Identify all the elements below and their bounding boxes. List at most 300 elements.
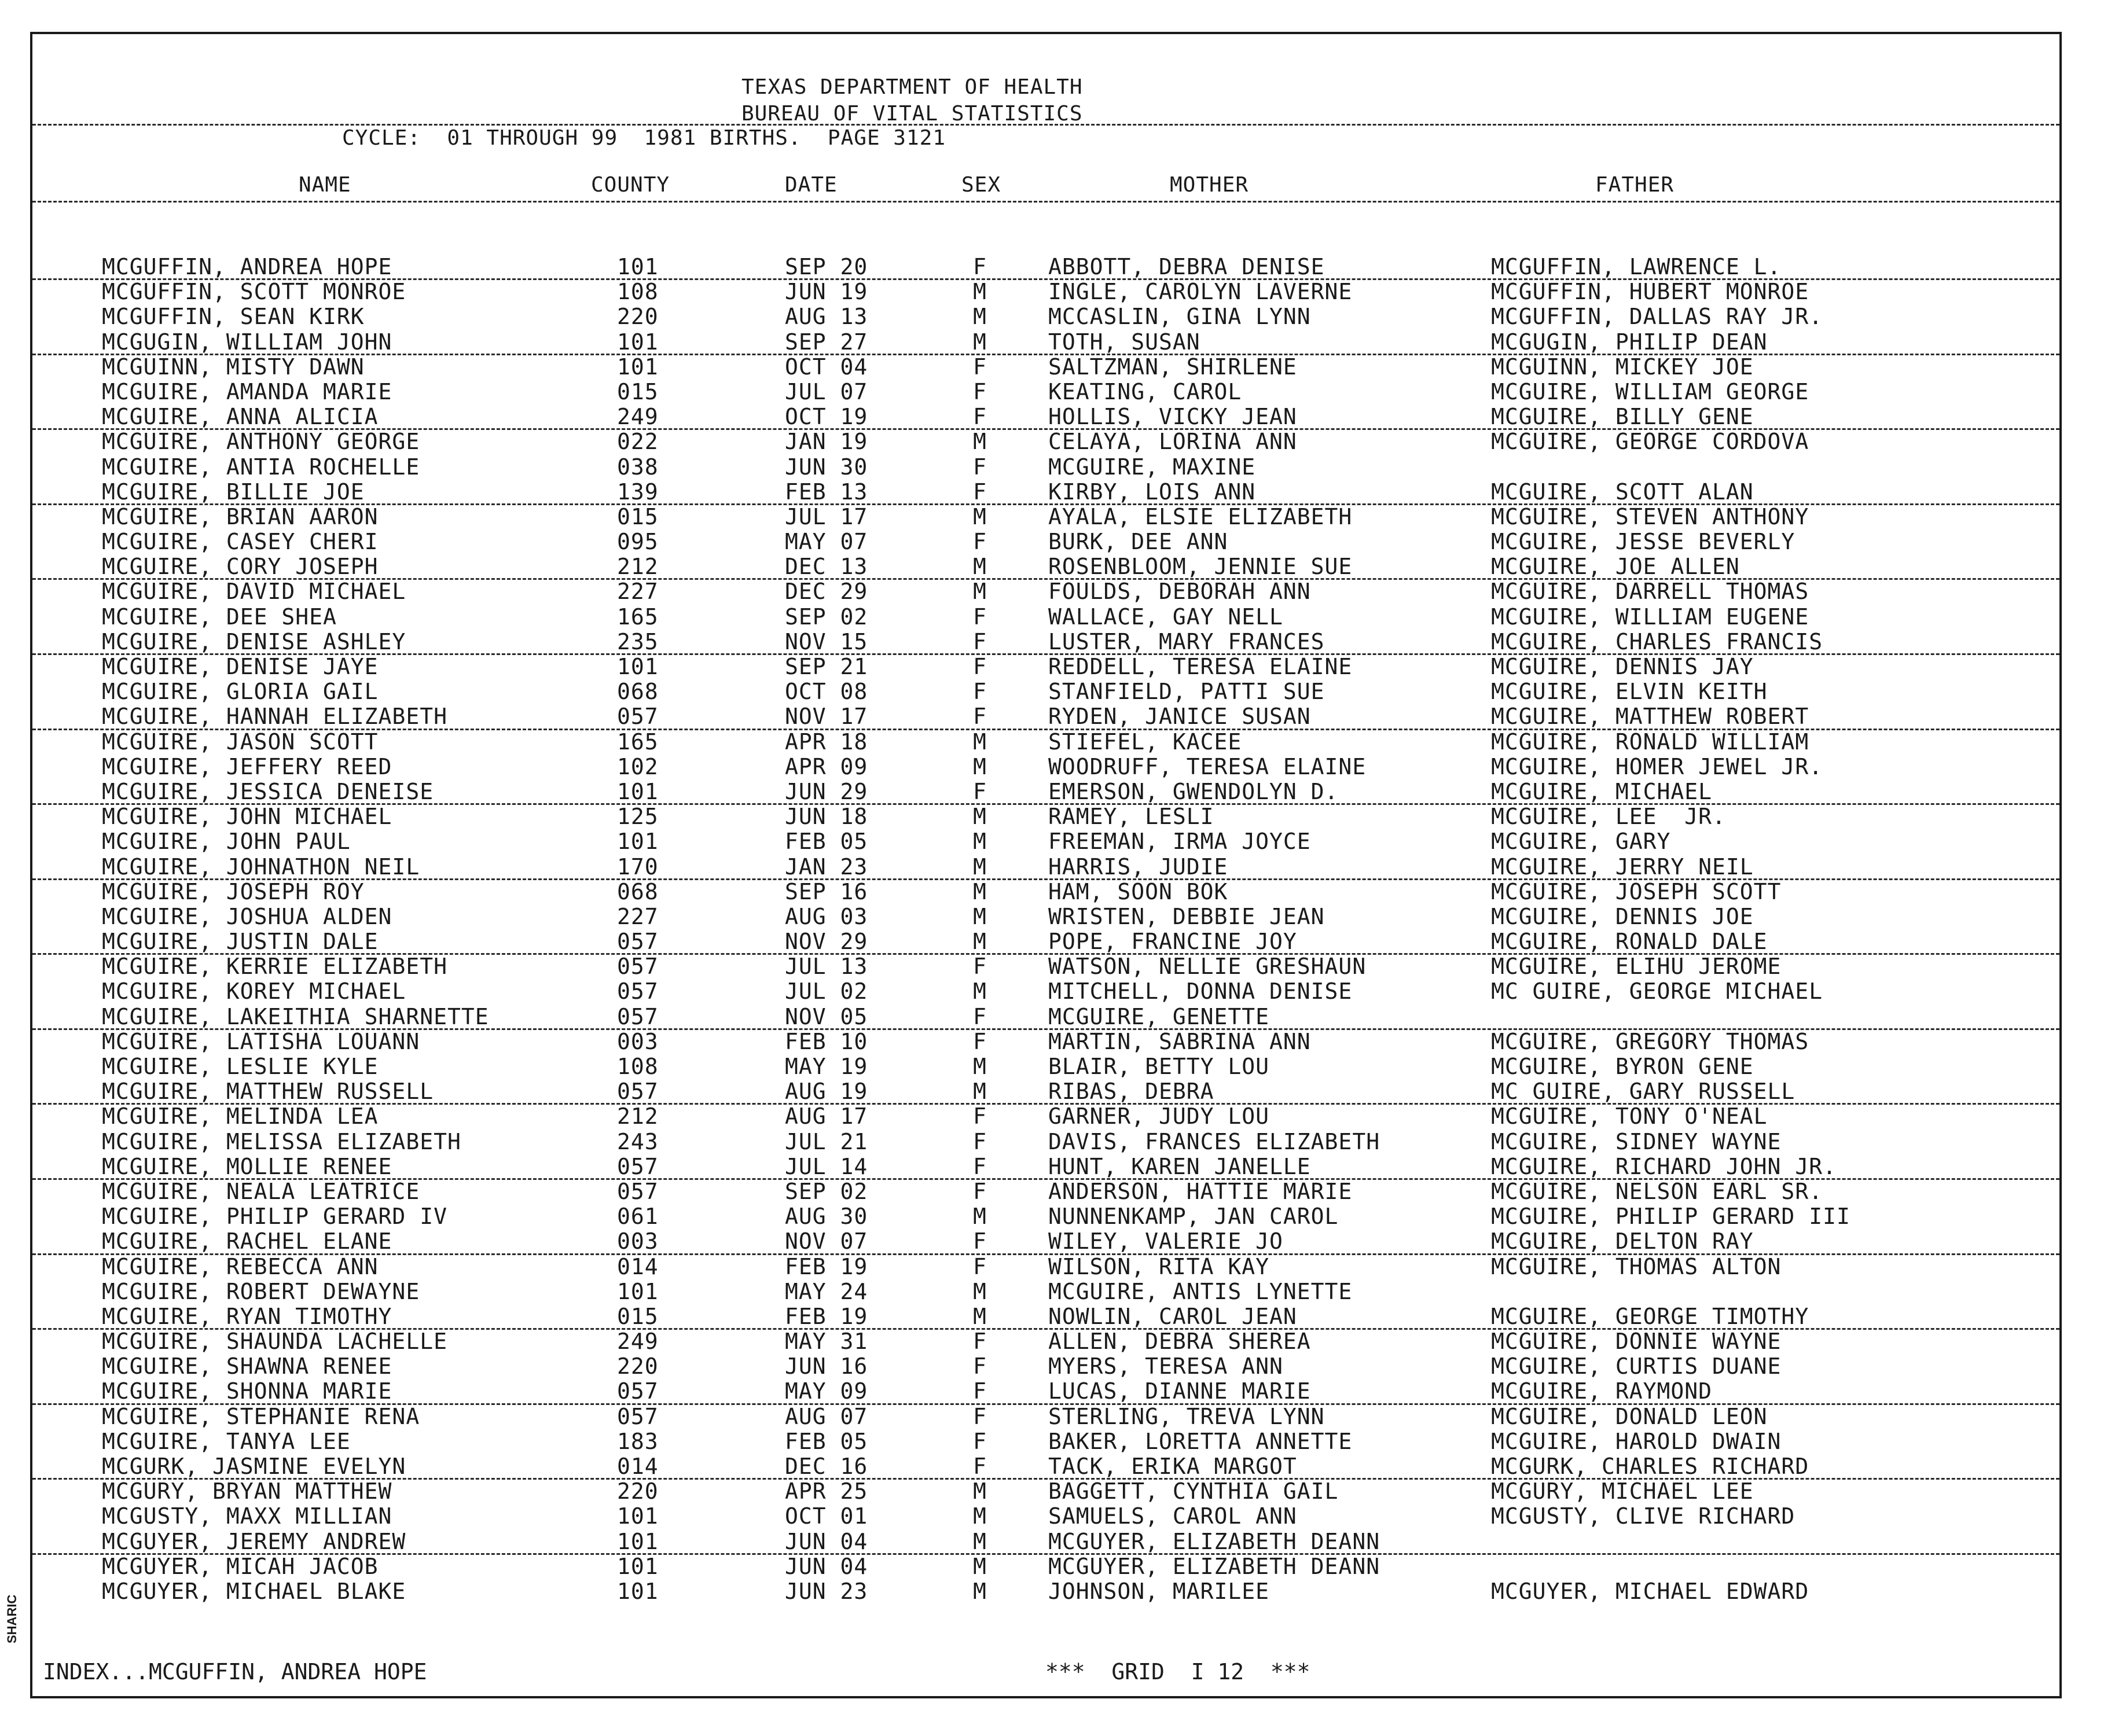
birth-records-table <box>32 255 2059 1605</box>
cell-name: MCGUIRE, KERRIE ELIZABETH <box>102 954 447 980</box>
cell-county: 057 <box>617 954 659 980</box>
cell-sex: F <box>973 1229 987 1255</box>
cell-name: MCGUGIN, WILLIAM JOHN <box>102 329 392 355</box>
cell-county: 057 <box>617 1153 659 1179</box>
cell-date: FEB 10 <box>785 1028 868 1054</box>
cell-sex: M <box>973 1553 987 1579</box>
cell-mother: NOWLIN, CAROL JEAN <box>1048 1303 1297 1329</box>
cell-date: JUN 04 <box>785 1553 868 1579</box>
cell-mother: DAVIS, FRANCES ELIZABETH <box>1048 1128 1380 1154</box>
table-row <box>32 1230 2059 1255</box>
cell-date: JUN 18 <box>785 804 868 830</box>
cell-father: MCGUIRE, DENNIS JAY <box>1491 654 1754 679</box>
cell-name: MCGUIRE, DENISE ASHLEY <box>102 628 406 654</box>
cell-date: JUL 14 <box>785 1153 868 1179</box>
cell-name: MCGUIRE, DEE SHEA <box>102 604 337 630</box>
cell-sex: M <box>973 1079 987 1105</box>
cell-county: 057 <box>617 929 659 955</box>
cell-date: AUG 03 <box>785 903 868 929</box>
cell-county: 095 <box>617 529 659 555</box>
cell-sex: F <box>973 1153 987 1179</box>
table-row <box>32 505 2059 530</box>
cell-sex: F <box>973 254 987 279</box>
table-row <box>32 1455 2059 1480</box>
cell-name: MCGUIRE, LAKEITHIA SHARNETTE <box>102 1003 489 1029</box>
cell-sex: F <box>973 404 987 430</box>
cell-mother: BAGGETT, CYNTHIA GAIL <box>1048 1478 1339 1505</box>
cell-county: 003 <box>617 1028 659 1054</box>
cell-sex: F <box>973 604 987 630</box>
cell-father: MCGUIRE, CHARLES FRANCIS <box>1491 628 1823 654</box>
cell-county: 125 <box>617 804 659 830</box>
table-row <box>32 855 2059 880</box>
cell-mother: HUNT, KAREN JANELLE <box>1048 1153 1311 1179</box>
cell-name: MCGUIRE, MELISSA ELIZABETH <box>102 1128 461 1154</box>
cell-name: MCGUYER, MICHAEL BLAKE <box>102 1578 406 1604</box>
cell-county: 101 <box>617 254 659 279</box>
table-row <box>32 980 2059 1005</box>
ledger-page <box>30 32 2062 1698</box>
footer-grid: *** GRID I 12 *** <box>1045 1659 1310 1684</box>
cell-name: MCGUIRE, LATISHA LOUANN <box>102 1028 420 1054</box>
cell-mother: TACK, ERIKA MARGOT <box>1048 1454 1297 1479</box>
cell-mother: MCGUIRE, ANTIS LYNETTE <box>1048 1278 1353 1304</box>
cell-name: MCGUIRE, PHILIP GERARD IV <box>102 1204 447 1230</box>
cell-county: 057 <box>617 1003 659 1029</box>
table-row <box>32 905 2059 930</box>
cell-sex: M <box>973 1478 987 1505</box>
cell-name: MCGUIRE, DAVID MICHAEL <box>102 579 406 605</box>
cell-father: MCGUIRE, BYRON GENE <box>1491 1054 1754 1079</box>
cell-mother: MYERS, TERESA ANN <box>1048 1354 1283 1380</box>
cell-name: MCGUFFIN, SCOTT MONROE <box>102 279 406 305</box>
column-header-mother: MOTHER <box>1170 173 1249 197</box>
cell-sex: M <box>973 1278 987 1304</box>
cell-father: MCGUIRE, RONALD DALE <box>1491 929 1768 955</box>
cell-father: MCGUIRE, HOMER JEWEL JR. <box>1491 753 1823 779</box>
cell-date: MAY 19 <box>785 1054 868 1079</box>
cell-name: MCGUIRE, CASEY CHERI <box>102 529 379 555</box>
table-row <box>32 330 2059 355</box>
cell-sex: F <box>973 1178 987 1204</box>
cell-mother: ROSENBLOOM, JENNIE SUE <box>1048 554 1353 580</box>
cell-county: 022 <box>617 429 659 455</box>
cell-county: 220 <box>617 1478 659 1505</box>
cell-sex: M <box>973 429 987 455</box>
cell-mother: HOLLIS, VICKY JEAN <box>1048 404 1297 430</box>
cell-father: MCGUSTY, CLIVE RICHARD <box>1491 1503 1795 1529</box>
cell-date: SEP 16 <box>785 878 868 904</box>
cell-date: DEC 13 <box>785 554 868 580</box>
cell-date: SEP 02 <box>785 604 868 630</box>
cell-name: MCGUIRE, JOSEPH ROY <box>102 878 365 904</box>
cell-mother: ANDERSON, HATTIE MARIE <box>1048 1178 1353 1204</box>
cell-sex: M <box>973 979 987 1005</box>
cell-mother: MCCASLIN, GINA LYNN <box>1048 304 1311 330</box>
cell-father: MCGUFFIN, DALLAS RAY JR. <box>1491 304 1823 330</box>
cell-county: 170 <box>617 854 659 880</box>
cell-father: MCGUIRE, CURTIS DUANE <box>1491 1354 1782 1380</box>
cell-date: OCT 04 <box>785 354 868 380</box>
table-row <box>32 1180 2059 1205</box>
cell-county: 101 <box>617 1528 659 1554</box>
cycle-line: CYCLE: 01 THROUGH 99 1981 BIRTHS. PAGE 3121 <box>342 126 946 150</box>
cell-date: NOV 15 <box>785 628 868 654</box>
cell-county: 057 <box>617 1403 659 1429</box>
header-line-2: BUREAU OF VITAL STATISTICS <box>741 102 1083 126</box>
cell-mother: MCGUYER, ELIZABETH DEANN <box>1048 1528 1380 1554</box>
table-row <box>32 1505 2059 1529</box>
cell-name: MCGUSTY, MAXX MILLIAN <box>102 1503 392 1529</box>
cell-father: MCGUIRE, DONNIE WAYNE <box>1491 1329 1782 1355</box>
cell-county: 212 <box>617 1104 659 1130</box>
cell-sex: M <box>973 929 987 955</box>
cell-mother: BURK, DEE ANN <box>1048 529 1228 555</box>
table-row <box>32 955 2059 980</box>
cell-date: JUL 07 <box>785 378 868 404</box>
cell-sex: M <box>973 304 987 330</box>
cell-date: AUG 30 <box>785 1204 868 1230</box>
cell-date: APR 09 <box>785 753 868 779</box>
cell-date: FEB 13 <box>785 479 868 505</box>
table-row <box>32 1530 2059 1555</box>
cell-name: MCGURK, JASMINE EVELYN <box>102 1454 406 1479</box>
cell-mother: STIEFEL, KACEE <box>1048 729 1242 755</box>
cell-date: JUN 04 <box>785 1528 868 1554</box>
table-row <box>32 1355 2059 1380</box>
cell-date: JUN 30 <box>785 454 868 480</box>
cell-father: MCGUIRE, WILLIAM GEORGE <box>1491 378 1809 404</box>
cell-father: MCGUIRE, MATTHEW ROBERT <box>1491 704 1809 730</box>
cell-mother: ALLEN, DEBRA SHEREA <box>1048 1329 1311 1355</box>
cell-mother: REDDELL, TERESA ELAINE <box>1048 654 1353 679</box>
cell-father: MCGUFFIN, LAWRENCE L. <box>1491 254 1782 279</box>
cell-sex: F <box>973 1253 987 1279</box>
cell-sex: M <box>973 1303 987 1329</box>
cell-father: MCGUIRE, JERRY NEIL <box>1491 854 1754 880</box>
cell-county: 061 <box>617 1204 659 1230</box>
cell-mother: BAKER, LORETTA ANNETTE <box>1048 1428 1353 1454</box>
cell-county: 227 <box>617 579 659 605</box>
cell-date: JUN 23 <box>785 1578 868 1604</box>
cell-date: JUL 02 <box>785 979 868 1005</box>
cell-date: SEP 21 <box>785 654 868 679</box>
table-row <box>32 755 2059 780</box>
cell-date: JUN 19 <box>785 279 868 305</box>
cell-county: 108 <box>617 279 659 305</box>
cell-date: AUG 17 <box>785 1104 868 1130</box>
cell-sex: F <box>973 529 987 555</box>
cell-mother: NUNNENKAMP, JAN CAROL <box>1048 1204 1339 1230</box>
cell-date: AUG 19 <box>785 1079 868 1105</box>
cell-father: MCGUIRE, SCOTT ALAN <box>1491 479 1754 505</box>
table-row <box>32 805 2059 830</box>
table-row <box>32 1555 2059 1580</box>
cell-father: MCGUIRE, RAYMOND <box>1491 1378 1713 1404</box>
cell-name: MCGUIRE, JOHN MICHAEL <box>102 804 392 830</box>
column-header-date: DATE <box>785 173 838 197</box>
table-row <box>32 1380 2059 1404</box>
cell-name: MCGUIRE, GLORIA GAIL <box>102 679 379 705</box>
cell-father: MCGUIRE, RONALD WILLIAM <box>1491 729 1809 755</box>
cell-name: MCGUIRE, TANYA LEE <box>102 1428 351 1454</box>
cell-county: 003 <box>617 1229 659 1255</box>
cell-mother: STANFIELD, PATTI SUE <box>1048 679 1325 705</box>
cell-date: APR 18 <box>785 729 868 755</box>
cell-county: 014 <box>617 1253 659 1279</box>
table-row <box>32 1580 2059 1605</box>
table-row <box>32 480 2059 505</box>
cell-date: AUG 13 <box>785 304 868 330</box>
cell-date: JAN 23 <box>785 854 868 880</box>
cell-father: MCGURY, MICHAEL LEE <box>1491 1478 1754 1505</box>
cell-county: 220 <box>617 1354 659 1380</box>
column-header-rule <box>32 201 2059 203</box>
cell-sex: M <box>973 804 987 830</box>
cell-mother: FOULDS, DEBORAH ANN <box>1048 579 1311 605</box>
cell-sex: M <box>973 503 987 529</box>
cell-name: MCGUIRE, BRIAN AARON <box>102 503 379 529</box>
cell-name: MCGUIRE, ANTIA ROCHELLE <box>102 454 420 480</box>
cell-date: SEP 02 <box>785 1178 868 1204</box>
cell-mother: SALTZMAN, SHIRLENE <box>1048 354 1297 380</box>
table-row <box>32 1055 2059 1080</box>
cell-name: MCGUIRE, ANNA ALICIA <box>102 404 379 430</box>
cell-sex: M <box>973 329 987 355</box>
cell-county: 101 <box>617 329 659 355</box>
cell-county: 057 <box>617 1378 659 1404</box>
cell-mother: CELAYA, LORINA ANN <box>1048 429 1297 455</box>
cell-name: MCGUIRE, MOLLIE RENEE <box>102 1153 392 1179</box>
table-row <box>32 930 2059 955</box>
cell-date: MAY 24 <box>785 1278 868 1304</box>
table-row <box>32 1330 2059 1355</box>
table-row <box>32 630 2059 655</box>
table-row <box>32 1080 2059 1105</box>
cell-father: MCGUGIN, PHILIP DEAN <box>1491 329 1768 355</box>
cell-county: 015 <box>617 1303 659 1329</box>
cell-county: 243 <box>617 1128 659 1154</box>
cell-father: MCGUIRE, JOE ALLEN <box>1491 554 1740 580</box>
cell-county: 068 <box>617 679 659 705</box>
cell-county: 220 <box>617 304 659 330</box>
cell-mother: MCGUIRE, MAXINE <box>1048 454 1256 480</box>
cell-mother: MITCHELL, DONNA DENISE <box>1048 979 1353 1005</box>
cell-county: 057 <box>617 1079 659 1105</box>
cell-county: 101 <box>617 1553 659 1579</box>
table-row <box>32 1105 2059 1130</box>
cell-sex: M <box>973 729 987 755</box>
cell-county: 235 <box>617 628 659 654</box>
cell-sex: F <box>973 1028 987 1054</box>
cell-sex: F <box>973 778 987 804</box>
cell-father: MCGUIRE, BILLY GENE <box>1491 404 1754 430</box>
cell-mother: WATSON, NELLIE GRESHAUN <box>1048 954 1367 980</box>
cell-father: MCGUIRE, GEORGE CORDOVA <box>1491 429 1809 455</box>
cell-sex: M <box>973 1054 987 1079</box>
cell-county: 249 <box>617 1329 659 1355</box>
cell-sex: F <box>973 1003 987 1029</box>
cell-mother: INGLE, CAROLYN LAVERNE <box>1048 279 1353 305</box>
table-row <box>32 1005 2059 1030</box>
cell-father: MCGUINN, MICKEY JOE <box>1491 354 1754 380</box>
cell-sex: F <box>973 354 987 380</box>
cell-date: MAY 09 <box>785 1378 868 1404</box>
cell-sex: F <box>973 479 987 505</box>
cell-mother: WILSON, RITA KAY <box>1048 1253 1270 1279</box>
cell-father: MCGUIRE, MICHAEL <box>1491 778 1713 804</box>
table-row <box>32 430 2059 455</box>
cell-sex: M <box>973 753 987 779</box>
cell-name: MCGUIRE, SHAWNA RENEE <box>102 1354 392 1380</box>
cell-mother: GARNER, JUDY LOU <box>1048 1104 1270 1130</box>
cell-sex: F <box>973 1354 987 1380</box>
cell-sex: F <box>973 1403 987 1429</box>
cell-sex: F <box>973 1378 987 1404</box>
cell-county: 101 <box>617 778 659 804</box>
cell-father: MCGUIRE, WILLIAM EUGENE <box>1491 604 1809 630</box>
cell-father: MCGUIRE, PHILIP GERARD III <box>1491 1204 1850 1230</box>
table-row <box>32 305 2059 330</box>
cell-date: FEB 05 <box>785 829 868 855</box>
cell-sex: F <box>973 954 987 980</box>
cell-county: 068 <box>617 878 659 904</box>
table-row <box>32 1280 2059 1305</box>
cell-father: MCGUIRE, DONALD LEON <box>1491 1403 1768 1429</box>
cell-sex: F <box>973 1104 987 1130</box>
cell-sex: M <box>973 903 987 929</box>
cell-date: JAN 19 <box>785 429 868 455</box>
cell-sex: F <box>973 1329 987 1355</box>
cell-sex: F <box>973 679 987 705</box>
cell-sex: F <box>973 454 987 480</box>
table-row <box>32 255 2059 280</box>
cell-father: MCGUFFIN, HUBERT MONROE <box>1491 279 1809 305</box>
cell-sex: M <box>973 279 987 305</box>
cell-name: MCGUIRE, ANTHONY GEORGE <box>102 429 420 455</box>
cell-county: 015 <box>617 378 659 404</box>
cell-father: MCGUIRE, GEORGE TIMOTHY <box>1491 1303 1809 1329</box>
table-row <box>32 1130 2059 1155</box>
cell-name: MCGUIRE, AMANDA MARIE <box>102 378 392 404</box>
cell-mother: EMERSON, GWENDOLYN D. <box>1048 778 1339 804</box>
cell-sex: M <box>973 1503 987 1529</box>
header-line-1: TEXAS DEPARTMENT OF HEALTH <box>741 75 1083 99</box>
cell-county: 212 <box>617 554 659 580</box>
table-row <box>32 830 2059 855</box>
cell-father: MCGUIRE, JESSE BEVERLY <box>1491 529 1795 555</box>
cell-date: NOV 29 <box>785 929 868 955</box>
cell-date: JUN 16 <box>785 1354 868 1380</box>
cell-name: MCGUIRE, RACHEL ELANE <box>102 1229 392 1255</box>
table-row <box>32 605 2059 630</box>
cell-sex: M <box>973 854 987 880</box>
cell-mother: WOODRUFF, TERESA ELAINE <box>1048 753 1367 779</box>
cell-date: JUL 13 <box>785 954 868 980</box>
cell-mother: STERLING, TREVA LYNN <box>1048 1403 1325 1429</box>
table-row <box>32 455 2059 480</box>
cell-county: 101 <box>617 1578 659 1604</box>
cell-date: APR 25 <box>785 1478 868 1505</box>
cell-mother: TOTH, SUSAN <box>1048 329 1200 355</box>
cell-name: MCGUIRE, JUSTIN DALE <box>102 929 379 955</box>
cell-date: OCT 08 <box>785 679 868 705</box>
table-row <box>32 655 2059 680</box>
cell-date: JUN 29 <box>785 778 868 804</box>
cell-sex: F <box>973 378 987 404</box>
cell-father: MCGUIRE, SIDNEY WAYNE <box>1491 1128 1782 1154</box>
cell-sex: F <box>973 704 987 730</box>
table-row <box>32 530 2059 555</box>
cell-date: AUG 07 <box>785 1403 868 1429</box>
cell-county: 057 <box>617 1178 659 1204</box>
cell-name: MCGUIRE, CORY JOSEPH <box>102 554 379 580</box>
table-row <box>32 580 2059 605</box>
cell-mother: MCGUYER, ELIZABETH DEANN <box>1048 1553 1380 1579</box>
cell-name: MCGUIRE, SHAUNDA LACHELLE <box>102 1329 447 1355</box>
table-row <box>32 705 2059 730</box>
cell-mother: WALLACE, GAY NELL <box>1048 604 1283 630</box>
cell-name: MCGUIRE, LESLIE KYLE <box>102 1054 379 1079</box>
cell-father: MCGUIRE, THOMAS ALTON <box>1491 1253 1782 1279</box>
cell-father: MCGUIRE, STEVEN ANTHONY <box>1491 503 1809 529</box>
table-row <box>32 1155 2059 1180</box>
cell-date: FEB 19 <box>785 1303 868 1329</box>
cell-mother: POPE, FRANCINE JOY <box>1048 929 1297 955</box>
cell-name: MCGUIRE, JASON SCOTT <box>102 729 379 755</box>
cell-county: 014 <box>617 1454 659 1479</box>
cell-name: MCGUIRE, NEALA LEATRICE <box>102 1178 420 1204</box>
table-row <box>32 1480 2059 1505</box>
cell-name: MCGUFFIN, ANDREA HOPE <box>102 254 392 279</box>
cell-date: FEB 19 <box>785 1253 868 1279</box>
cell-mother: BLAIR, BETTY LOU <box>1048 1054 1270 1079</box>
cell-date: OCT 01 <box>785 1503 868 1529</box>
cell-mother: HAM, SOON BOK <box>1048 878 1228 904</box>
cell-sex: F <box>973 1128 987 1154</box>
cell-father: MCGUIRE, HAROLD DWAIN <box>1491 1428 1782 1454</box>
cell-county: 101 <box>617 829 659 855</box>
cell-mother: RYDEN, JANICE SUSAN <box>1048 704 1311 730</box>
cell-sex: M <box>973 829 987 855</box>
cell-sex: F <box>973 1428 987 1454</box>
cell-father: MCGUIRE, JOSEPH SCOTT <box>1491 878 1782 904</box>
table-row <box>32 680 2059 705</box>
cell-father: MCGUIRE, ELVIN KEITH <box>1491 679 1768 705</box>
cell-father: MCGUIRE, DARRELL THOMAS <box>1491 579 1809 605</box>
cell-date: MAY 31 <box>785 1329 868 1355</box>
cell-county: 015 <box>617 503 659 529</box>
cell-mother: FREEMAN, IRMA JOYCE <box>1048 829 1311 855</box>
cell-name: MCGUFFIN, SEAN KIRK <box>102 304 365 330</box>
table-row <box>32 380 2059 405</box>
cell-sex: F <box>973 1454 987 1479</box>
cell-name: MCGUINN, MISTY DAWN <box>102 354 365 380</box>
cell-sex: F <box>973 628 987 654</box>
cell-name: MCGUIRE, STEPHANIE RENA <box>102 1403 420 1429</box>
table-row <box>32 555 2059 580</box>
cell-sex: M <box>973 1204 987 1230</box>
table-row <box>32 355 2059 380</box>
cell-county: 101 <box>617 354 659 380</box>
cell-sex: M <box>973 878 987 904</box>
cell-date: MAY 07 <box>785 529 868 555</box>
cell-date: JUL 17 <box>785 503 868 529</box>
cell-mother: HARRIS, JUDIE <box>1048 854 1228 880</box>
table-row <box>32 405 2059 430</box>
cell-name: MCGUIRE, MELINDA LEA <box>102 1104 379 1130</box>
cell-county: 165 <box>617 729 659 755</box>
